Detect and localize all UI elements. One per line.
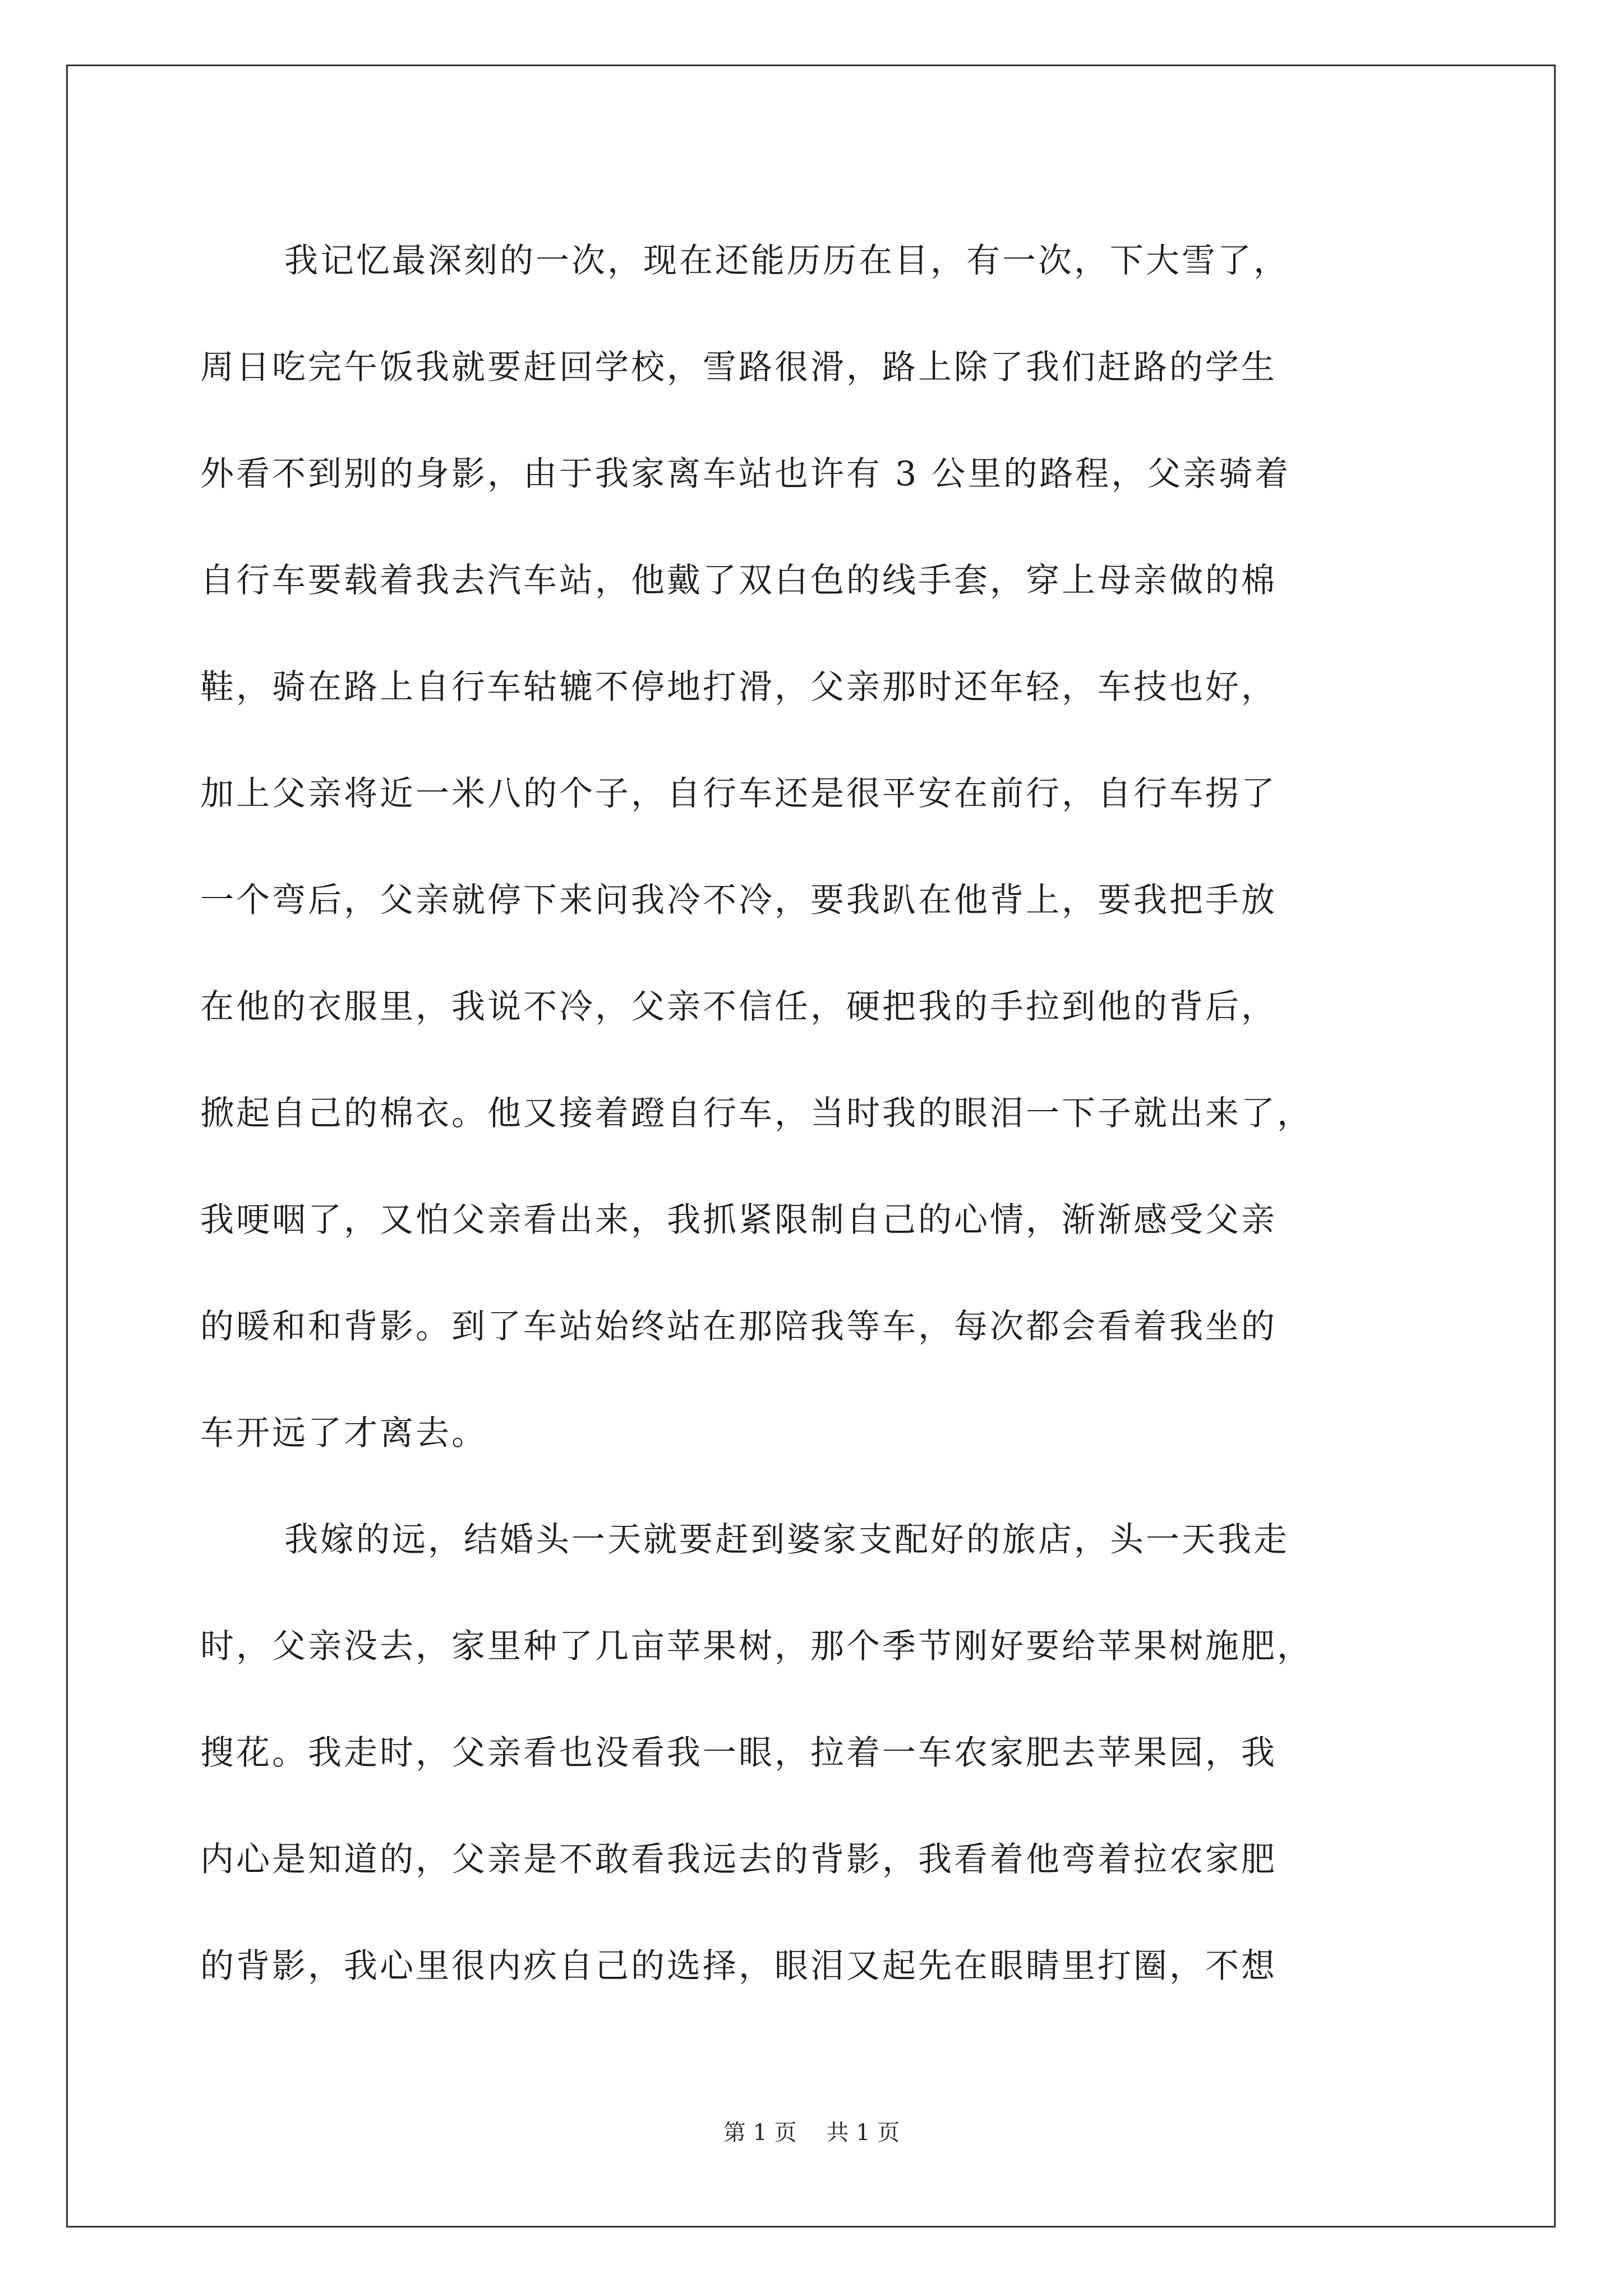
paragraph-line: 我记忆最深刻的一次，现在还能历历在目，有一次，下大雪了， — [284, 241, 1289, 280]
page-footer — [0, 2115, 1623, 2147]
paragraph-line: 车开远了才离去。 — [200, 1414, 487, 1453]
paragraph-line: 搜花。我走时，父亲看也没看我一眼，拉着一车农家肥去苹果园，我 — [200, 1733, 1277, 1773]
paragraph-line: 周日吃完午饭我就要赶回学校，雪路很滑，路上除了我们赶路的学生 — [200, 348, 1277, 387]
page-number: 第 1 页 — [723, 2120, 797, 2146]
paragraph-line: 外看不到别的身影，由于我家离车站也许有 3 公里的路程，父亲骑着 — [200, 454, 1291, 494]
paragraph-line: 加上父亲将近一米八的个子，自行车还是很平安在前行，自行车拐了 — [200, 774, 1277, 813]
paragraph-line: 我嫁的远，结婚头一天就要赶到婆家支配好的旅店，头一天我走 — [284, 1520, 1289, 1559]
paragraph-line: 内心是知道的，父亲是不敢看我远去的背影，我看着他弯着拉农家肥 — [200, 1840, 1277, 1879]
paragraph-line: 在他的衣服里，我说不冷，父亲不信任，硬把我的手拉到他的背后， — [200, 987, 1277, 1027]
paragraph-line: 鞋，骑在路上自行车轱辘不停地打滑，父亲那时还年轻，车技也好， — [200, 668, 1277, 707]
paragraph-line: 时，父亲没去，家里种了几亩苹果树，那个季节刚好要给苹果树施肥， — [200, 1627, 1313, 1666]
page-count: 共 1 页 — [826, 2120, 900, 2146]
paragraph-line: 我哽咽了，又怕父亲看出来，我抓紧限制自己的心情，渐渐感受父亲 — [200, 1200, 1277, 1240]
paragraph-line: 的背影，我心里很内疚自己的选择，眼泪又起先在眼睛里打圈，不想 — [200, 1947, 1277, 1986]
paragraph-line: 一个弯后，父亲就停下来问我冷不冷，要我趴在他背上，要我把手放 — [200, 881, 1277, 920]
document-body — [200, 208, 1434, 2019]
paragraph-line: 的暖和和背影。到了车站始终站在那陪我等车，每次都会看着我坐的 — [200, 1307, 1277, 1346]
paragraph-line: 自行车要载着我去汽车站，他戴了双白色的线手套，穿上母亲做的棉 — [200, 561, 1277, 600]
paragraph-line: 掀起自己的棉衣。他又接着蹬自行车，当时我的眼泪一下子就出来了， — [200, 1094, 1313, 1133]
